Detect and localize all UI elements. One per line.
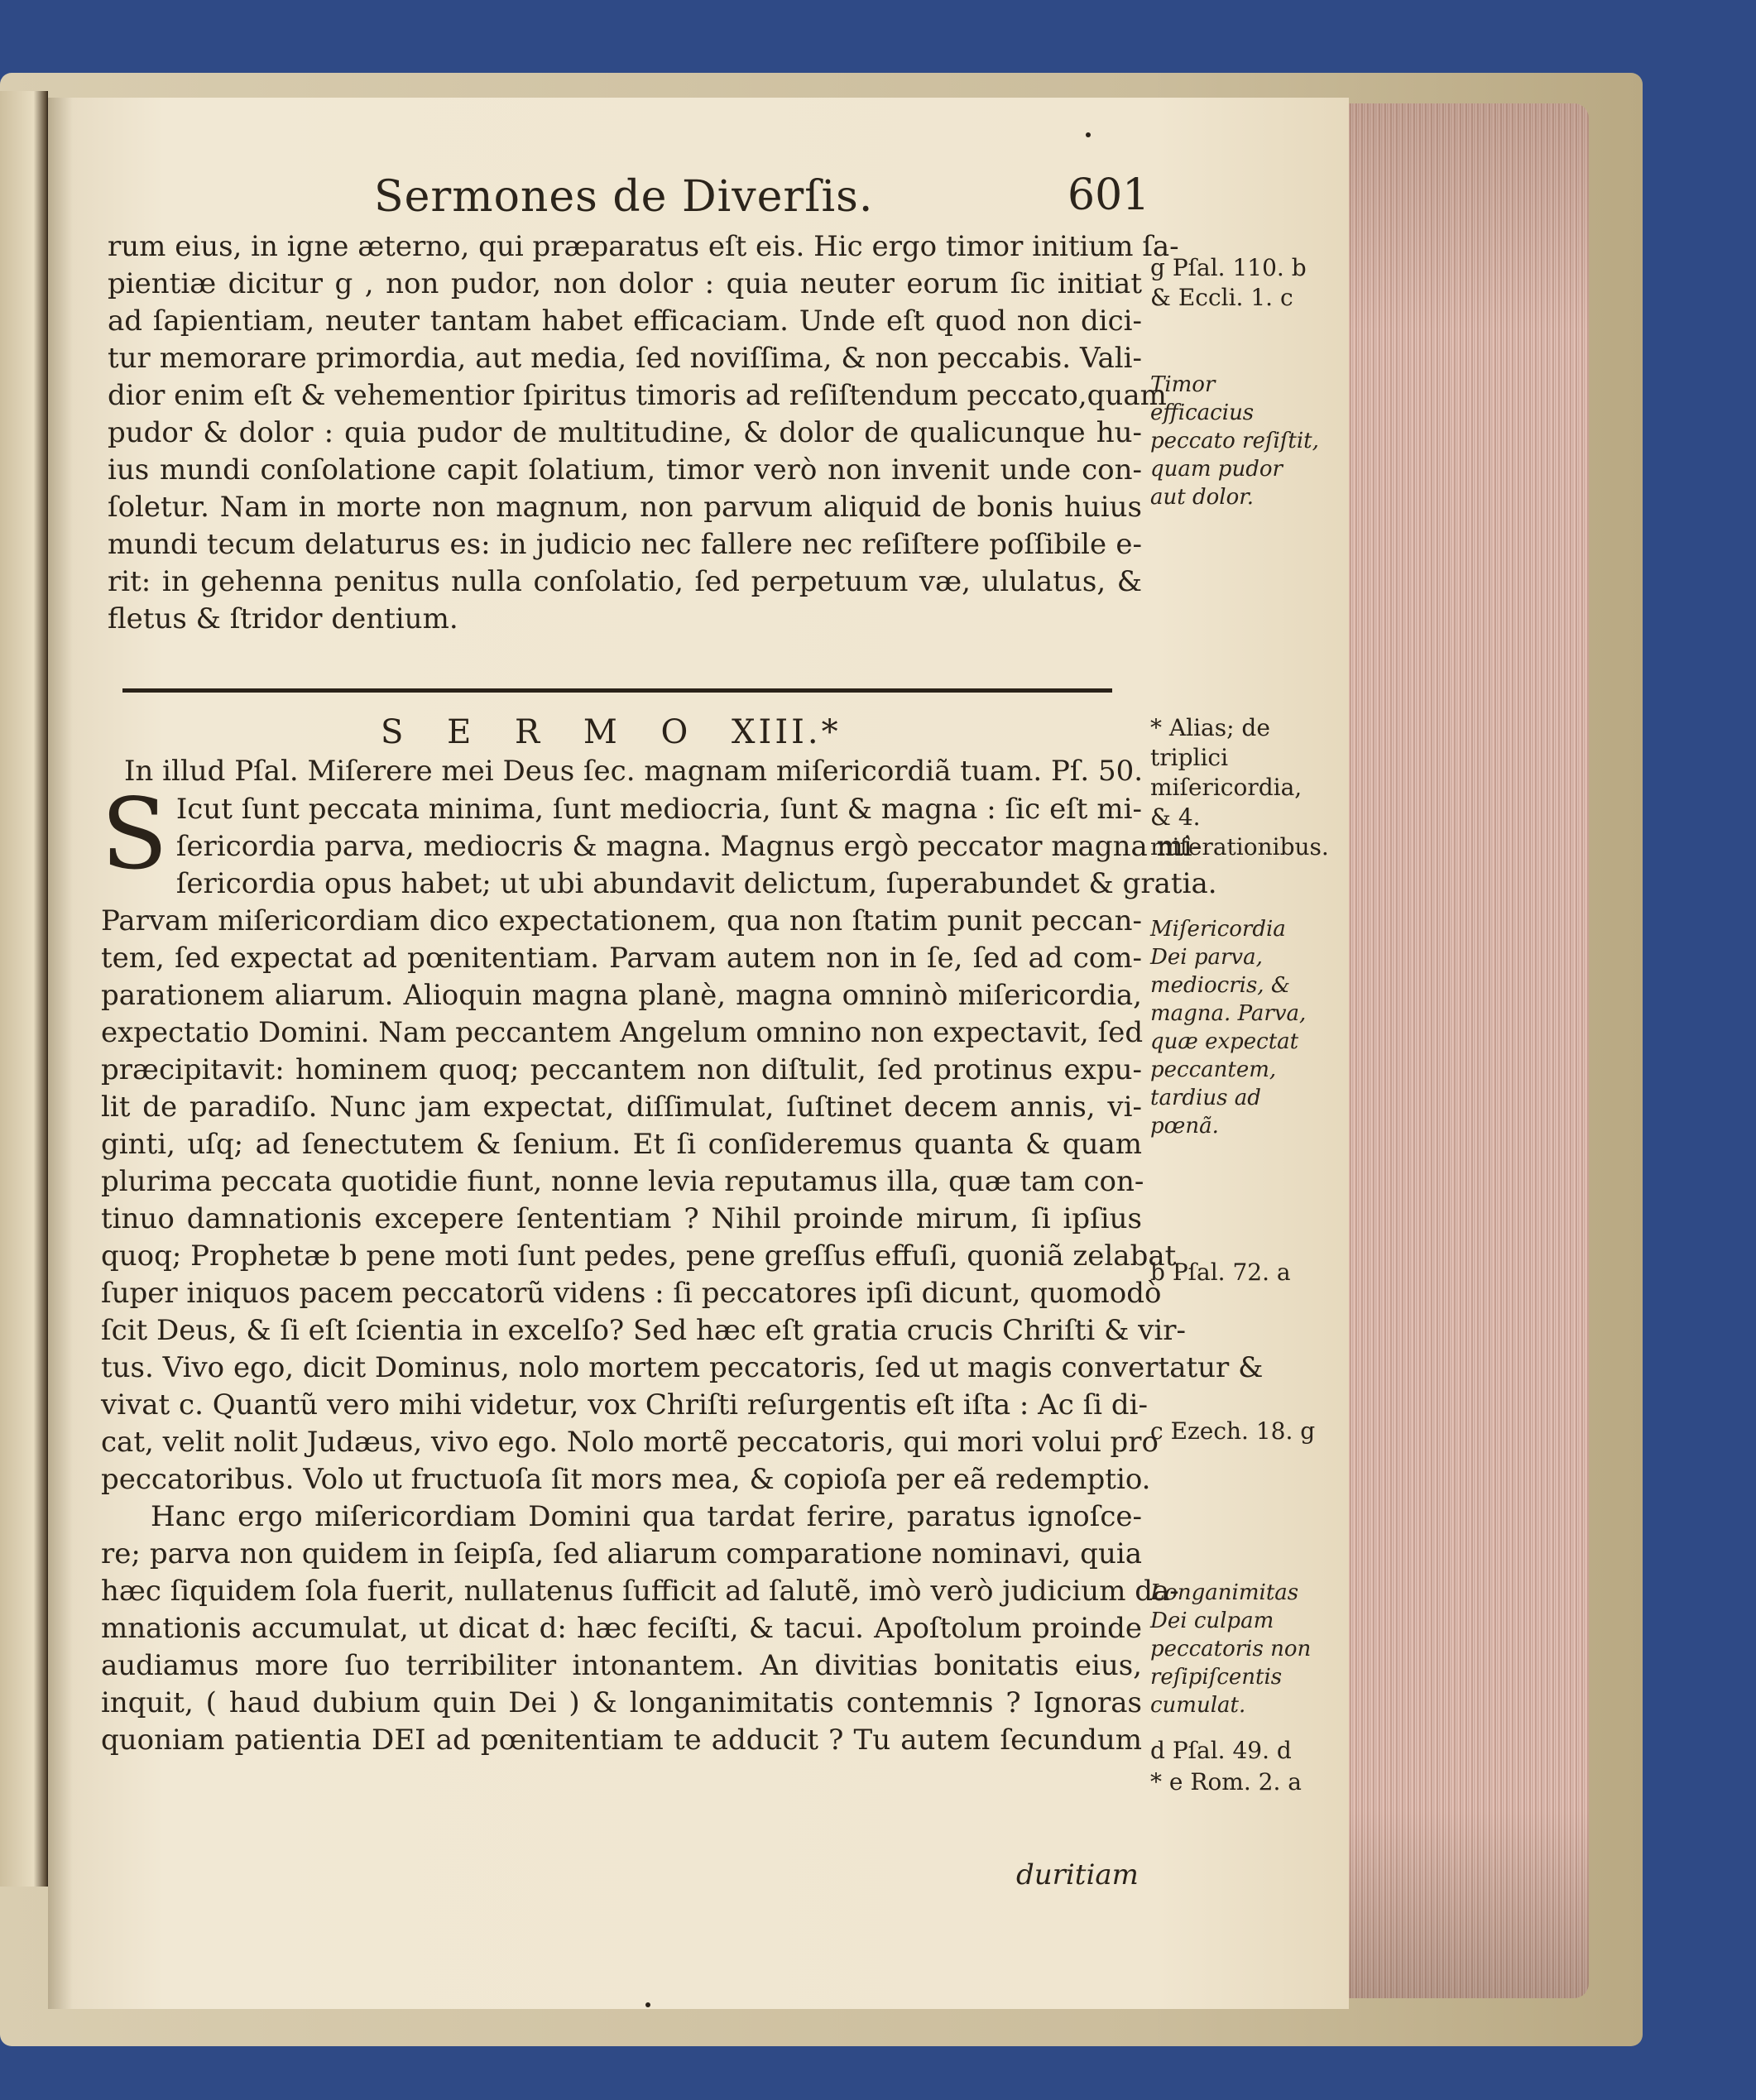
drop-capital: S	[101, 777, 168, 891]
text-line: audiamus more ſuo terribiliter intonantem. An divitias bonitatis eius,	[101, 1649, 1142, 1682]
text-line: ius mundi conſolatione capit ſolatium, timor verò non invenit unde con-	[108, 453, 1142, 487]
text-line: tur memorare primordia, aut media, ſed noviſſima, & non peccabis. Vali-	[108, 342, 1142, 375]
left-page-edge	[0, 91, 48, 1887]
margin-note-timor: Timor efficacius peccato reſiſtit, quam pudor aut dolor.	[1150, 372, 1319, 510]
fore-edge-shade	[1341, 103, 1589, 1998]
catchword: duritiam	[1016, 1858, 1139, 1891]
margin-note-misericordia: Miſericordia Dei parva, mediocris, & magna. Parva, quæ expectat peccantem, tardius ad pœnã.	[1150, 917, 1307, 1139]
text-line: tem, ſed expectat ad pœnitentiam. Parvam autem non in ſe, ſed ad com-	[101, 942, 1142, 975]
ink-speck	[645, 2002, 650, 2007]
text-line: mundi tecum delaturus es: in judicio nec fallere nec reſiſtere poſſibile e-	[108, 528, 1142, 561]
text-line: quoq; Prophetæ b pene moti ſunt pedes, pene greſſus effuſi, quoniã zelabat	[101, 1239, 1177, 1273]
running-head-title: Sermones de Diverſis.	[374, 172, 874, 222]
ink-speck	[1086, 132, 1091, 137]
text-line: rit: in gehenna penitus nulla conſolatio, ſed perpetuum væ, ululatus, &	[108, 565, 1142, 598]
page-number: 601	[1068, 170, 1150, 220]
text-line: fletus & ſtridor dentium.	[108, 602, 458, 635]
text-line: vivat c. Quantũ vero mihi videtur, vox Chriſti reſurgentis eſt iſta : Ac ſi di-	[101, 1388, 1148, 1422]
margin-note-rom: * e Rom. 2. a	[1150, 1768, 1302, 1796]
text-line: dior enim eſt & vehementior ſpiritus timoris ad reſiſtendum peccato,quam	[108, 379, 1167, 412]
text-line: parationem aliarum. Alioquin magna planè, magna omninò miſericordia,	[101, 979, 1142, 1012]
text-line: pudor & dolor : quia pudor de multitudine, & dolor de qualicunque hu-	[108, 416, 1142, 449]
text-line: hæc ſiquidem ſola fuerit, nullatenus ſufficit ad ſalutẽ, imò verò judicium da-	[101, 1575, 1179, 1608]
margin-note-psal-49: d Pſal. 49. d	[1150, 1737, 1292, 1764]
text-line: ad ſapientiam, neuter tantam habet efficaciam. Unde eſt quod non dici-	[108, 304, 1142, 338]
text-line: peccatoribus. Volo ut fructuoſa ſit mors mea, & copioſa per eã redemptio.	[101, 1463, 1151, 1496]
sermo-heading	[381, 713, 842, 751]
text-line: tinuo damnationis excepere ſententiam ? Nihil proinde mirum, ſi ipſius	[101, 1202, 1142, 1235]
text-line: pientiæ dicitur g , non pudor, non dolor : quia neuter eorum ſic initiat	[108, 267, 1142, 300]
text-line: quoniam patientia DEI ad pœnitentiam te adducit ? Tu autem ſecundum	[101, 1724, 1142, 1757]
text-line: mnationis accumulat, ut dicat d: hæc feciſti, & tacui. Apoſtolum proinde	[101, 1612, 1142, 1645]
sermo-lemma: In illud Pſal. Miſerere mei Deus ſec. magnam miſericordiã tuam. Pſ. 50.	[124, 755, 1144, 788]
text-line: præcipitavit: hominem quoq; peccantem non diſtulit, ſed protinus expu-	[101, 1053, 1142, 1086]
text-line: cat, velit nolit Judæus, vivo ego. Nolo mortẽ peccatoris, qui mori volui pro	[101, 1426, 1159, 1459]
margin-note-psal-72: b Pſal. 72. a	[1150, 1259, 1291, 1286]
text-line: inquit, ( haud dubium quin Dei ) & longanimitatis contemnis ? Ignoras	[101, 1686, 1142, 1719]
text-line: ſuper iniquos pacem peccatorũ videns : ſi peccatores ipſi dicunt, quomodò	[101, 1277, 1162, 1310]
margin-note-alias: * Alias; de triplici miſericordia, & 4. miſerationibus.	[1150, 714, 1329, 861]
margin-note-psal-110: g Pſal. 110. b & Eccli. 1. c	[1150, 254, 1307, 311]
paragraph-1	[108, 228, 1179, 638]
text-line: ſcit Deus, & ſi eſt ſcientia in excelſo? Sed hæc eſt gratia crucis Chriſti & vir-	[101, 1314, 1186, 1347]
sermo-number: XIII.*	[732, 713, 842, 751]
sermo-label: S E R M O	[381, 713, 705, 751]
text-line: ſericordia opus habet; ut ubi abundavit delictum, ſuperabundet & gratia.	[175, 867, 1217, 900]
section-rule	[122, 688, 1112, 693]
text-line: lit de paradiſo. Nunc jam expectat, diſſimulat, ſuſtinet decem annis, vi-	[101, 1091, 1142, 1124]
margin-note-ezech: c Ezech. 18. g	[1150, 1417, 1316, 1445]
text-line: ſericordia parva, mediocris & magna. Magnus ergò peccator magna mi-	[175, 830, 1202, 863]
text-line: re; parva non quidem in ſeipſa, ſed aliarum comparatione nominavi, quia	[101, 1537, 1142, 1570]
text-line: tus. Vivo ego, dicit Dominus, nolo mortem peccatoris, ſed ut magis convertatur &	[101, 1351, 1264, 1384]
text-line: ſoletur. Nam in morte non magnum, non parvum aliquid de bonis huius	[108, 491, 1142, 524]
text-line: Icut ſunt peccata minima, ſunt mediocria, ſunt & magna : ſic eſt mi-	[175, 793, 1142, 826]
text-line: Parvam miſericordiam dico expectationem, qua non ſtatim punit peccan-	[101, 904, 1142, 937]
text-line: expectatio Domini. Nam peccantem Angelum omnino non expectavit, ſed	[101, 1016, 1144, 1049]
text-line: rum eius, in igne æterno, qui præparatus eſt eis. Hic ergo timor initium ſa-	[108, 230, 1179, 263]
text-line: plurima peccata quotidie fiunt, nonne levia reputamus illa, quæ tam con-	[101, 1165, 1144, 1198]
text-line: Hanc ergo miſericordiam Domini qua tardat ferire, paratus ignoſce-	[151, 1500, 1142, 1533]
margin-note-longanimitas: Longanimitas Dei culpam peccatoris non reſipiſcentis cumulat.	[1150, 1580, 1312, 1718]
text-line: ginti, uſq; ad ſenectutem & ſenium. Et ſi conſideremus quanta & quam	[101, 1128, 1142, 1161]
